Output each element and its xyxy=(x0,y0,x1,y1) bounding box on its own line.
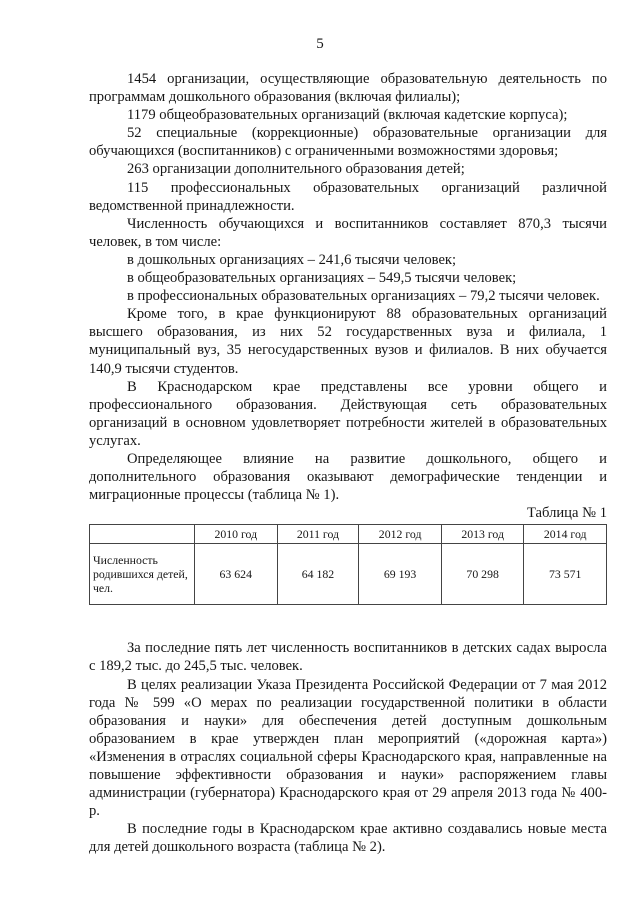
paragraph: В последние годы в Краснодарском крае активно создавались новые места для детей дошкольного возраста (таблица № 2). xyxy=(89,821,607,856)
table-header-cell xyxy=(90,525,195,544)
table-caption: Таблица № 1 xyxy=(527,505,607,522)
paragraph: Кроме того, в крае функционируют 88 образовательных организаций высшего образования, из них 52 государственных вуза и филиала, 1 муниципальный вуз, 35 негосударственных вузов и филиалов. В них обучается 140,9 тысячи студентов. xyxy=(89,306,607,377)
birth-statistics-table xyxy=(89,524,607,605)
table-row xyxy=(90,544,607,605)
paragraph: Определяющее влияние на развитие дошкольного, общего и дополнительного образования оказывают демографические тенденции и миграционные процессы (таблица № 1). xyxy=(89,450,607,504)
paragraph: в профессиональных образовательных организациях – 79,2 тысячи человек. xyxy=(127,288,600,305)
paragraph: 263 организации дополнительного образования детей; xyxy=(127,161,465,178)
paragraph: В целях реализации Указа Президента Российской Федерации от 7 мая 2012 года № 599 «О мерах по реализации государственной политики в области образования и науки» для обеспечения детей доступным дошкольным образованием в крае утвержден план мероприятий («дорожная карта») «Изменения в отраслях социальной сферы Краснодарского края, направленные на повышение эффективности образования и науки» распоряжением главы администрации (губернатора) Краснодарского края от 29 апреля 2013 года № 400-р. xyxy=(89,676,607,820)
table-header-cell: 2011 год xyxy=(277,525,359,544)
table-row-label: Численность родившихся детей, чел. xyxy=(90,544,195,605)
paragraph: в общеобразовательных организациях – 549,5 тысячи человек; xyxy=(127,270,517,287)
table-cell: 63 624 xyxy=(195,544,278,605)
table-header-cell: 2014 год xyxy=(524,525,607,544)
paragraph: 115 профессиональных образовательных организаций различной ведомственной принадлежности. xyxy=(89,179,607,214)
table-header-row xyxy=(90,525,607,544)
paragraph: В Краснодарском крае представлены все уровни общего и профессионального образования. Действующая сеть образовательных организаций в основном удовлетворяет потребности жителей в образовательных услугах. xyxy=(89,378,607,449)
paragraph: 1179 общеобразовательных организаций (включая кадетские корпуса); xyxy=(127,107,568,124)
document-body xyxy=(89,70,607,856)
table-cell: 73 571 xyxy=(524,544,607,605)
table-cell: 64 182 xyxy=(277,544,359,605)
paragraph: 1454 организации, осуществляющие образовательную деятельность по программам дошкольного образования (включая филиалы); xyxy=(89,71,607,106)
paragraph: 52 специальные (коррекционные) образовательные организации для обучающихся (воспитанников) с ограниченными возможностями здоровья; xyxy=(89,125,607,160)
paragraph: в дошкольных организациях – 241,6 тысячи человек; xyxy=(127,251,457,268)
table-cell: 70 298 xyxy=(441,544,524,605)
table-header-cell: 2012 год xyxy=(359,525,442,544)
paragraph: За последние пять лет численность воспитанников в детских садах выросла с 189,2 тыс. до 245,5 тыс. человек. xyxy=(89,640,607,675)
table-header-cell: 2013 год xyxy=(441,525,524,544)
table-header-cell: 2010 год xyxy=(195,525,278,544)
page-number: 5 xyxy=(316,36,324,52)
paragraph: Численность обучающихся и воспитанников составляет 870,3 тысячи человек, в том числе: xyxy=(89,215,607,250)
table-cell: 69 193 xyxy=(359,544,442,605)
